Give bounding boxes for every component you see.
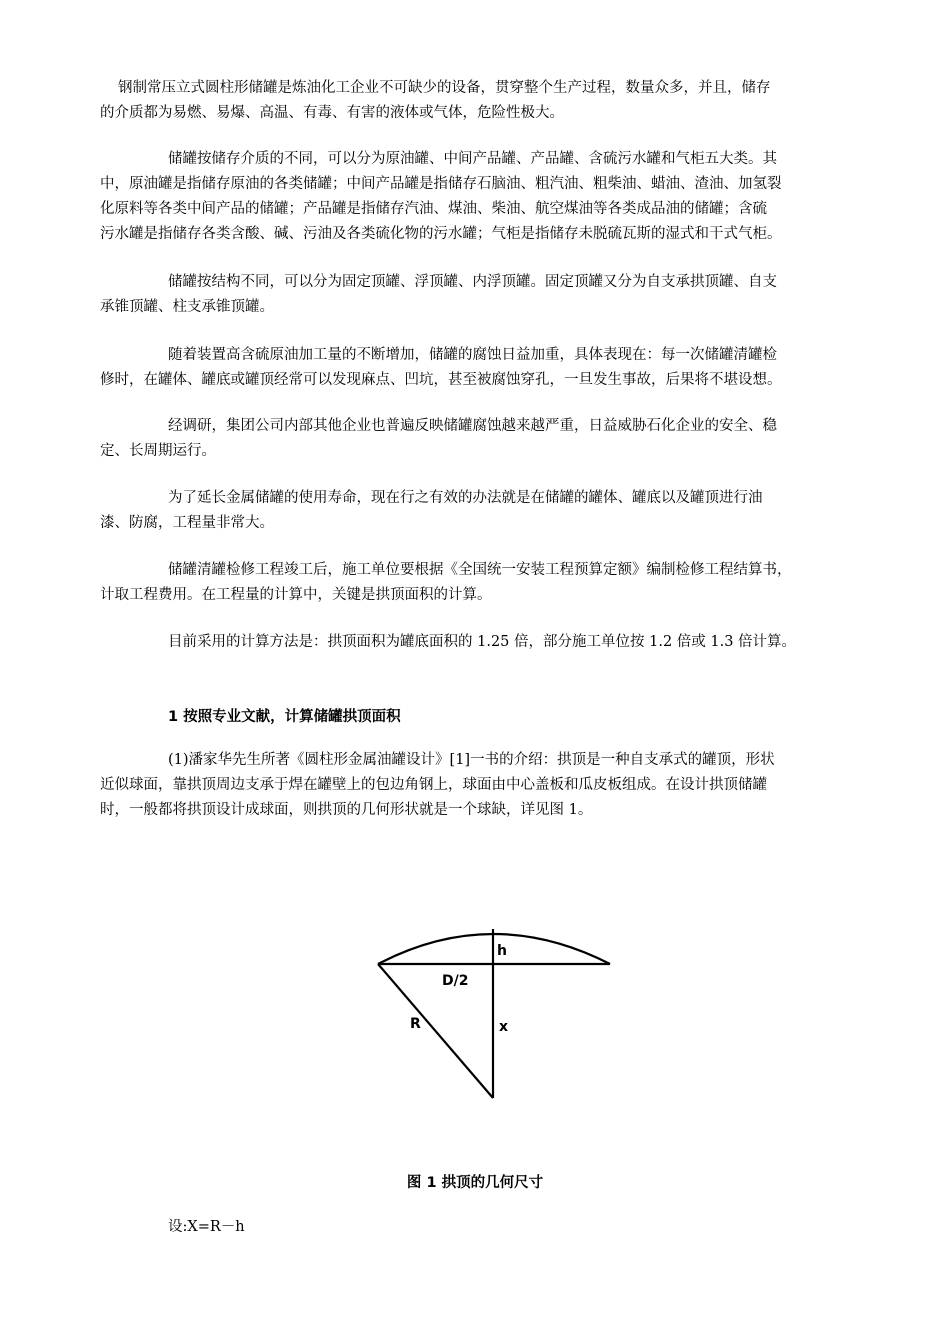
- paragraph-line: 随着装置高含硫原油加工量的不断增加，储罐的腐蚀日益加重，具体表现在：每一次储罐清罐检: [168, 347, 777, 363]
- paragraph-6: [100, 486, 860, 536]
- paragraph-line: 钢制常压立式圆柱形储罐是炼油化工企业不可缺少的设备，贯穿整个生产过程，数量众多，并且，储存: [118, 80, 771, 96]
- paragraph-line: 修时，在罐体、罐底或罐顶经常可以发现麻点、凹坑，甚至被腐蚀穿孔，一旦发生事故，后果将不堪设想。: [100, 372, 782, 388]
- paragraph-line: 为了延长金属储罐的使用寿命，现在行之有效的办法就是在储罐的罐体、罐底以及罐顶进行油: [168, 490, 763, 506]
- label-h: h: [497, 943, 507, 959]
- paragraph-line: 储罐按储存介质的不同，可以分为原油罐、中间产品罐、产品罐、含硫污水罐和气柜五大类。其: [168, 151, 777, 167]
- paragraph-line: 的介质都为易燃、易爆、高温、有毒、有害的液体或气体，危险性极大。: [100, 105, 564, 121]
- paragraph-line: 中，原油罐是指储存原油的各类储罐；中间产品罐是指储存石脑油、粗汽油、粗柴油、蜡油、渣油、加氢裂: [100, 176, 782, 192]
- paragraph-8: [100, 630, 860, 655]
- formula-text: 设:X=R－h: [168, 1219, 245, 1235]
- paragraph-3: [100, 270, 860, 320]
- paragraph-line: 污水罐是指储存各类含酸、碱、污油及各类硫化物的污水罐；气柜是指储存未脱硫瓦斯的湿式和干式气柜。: [100, 226, 782, 242]
- paragraph-line: 漆、防腐，工程量非常大。: [100, 515, 274, 531]
- label-r: R: [410, 1016, 421, 1032]
- formula-line: [100, 1215, 860, 1240]
- label-x: x: [499, 1019, 509, 1035]
- paragraph-line: (1)潘家华先生所著《圆柱形金属油罐设计》[1]一书的介绍：拱顶是一种自支承式的罐顶，形状: [168, 752, 775, 768]
- paragraph-line: 经调研，集团公司内部其他企业也普遍反映储罐腐蚀越来越严重，日益威胁石化企业的安全、稳: [168, 418, 777, 434]
- paragraph-1: [100, 76, 860, 126]
- paragraph-line: 时，一般都将拱顶设计成球面，则拱顶的几何形状就是一个球缺，详见图 1。: [100, 802, 593, 818]
- paragraph-line: 计取工程费用。在工程量的计算中，关键是拱顶面积的计算。: [100, 587, 492, 603]
- section-heading: 1 按照专业文献，计算储罐拱顶面积: [168, 709, 401, 725]
- paragraph-4: [100, 343, 860, 393]
- section-paragraph: [100, 748, 860, 823]
- dome-geometry-diagram: [360, 910, 630, 1110]
- paragraph-line: 承锥顶罐、柱支承锥顶罐。: [100, 299, 274, 315]
- paragraph-5: [100, 414, 860, 464]
- paragraph-line: 定、长周期运行。: [100, 443, 216, 459]
- figure-caption: 图 1 拱顶的几何尺寸: [406, 1175, 544, 1191]
- paragraph-7: [100, 558, 860, 608]
- dome-geometry-figure: [360, 910, 630, 1110]
- paragraph-line: 储罐按结构不同，可以分为固定顶罐、浮顶罐、内浮顶罐。固定顶罐又分为自支承拱顶罐、自支: [168, 274, 777, 290]
- paragraph-line: 目前采用的计算方法是：拱顶面积为罐底面积的 1.25 倍，部分施工单位按 1.2 倍或 1.3 倍计算。: [168, 634, 797, 650]
- label-half-d: D/2: [442, 973, 469, 989]
- paragraph-line: 储罐清罐检修工程竣工后，施工单位要根据《全国统一安装工程预算定额》编制检修工程结算书，: [168, 562, 792, 578]
- paragraph-2: [100, 147, 860, 247]
- radius-line: [378, 964, 493, 1098]
- paragraph-line: 化原料等各类中间产品的储罐；产品罐是指储存汽油、煤油、柴油、航空煤油等各类成品油的储罐；含硫: [100, 201, 767, 217]
- paragraph-line: 近似球面，靠拱顶周边支承于焊在罐壁上的包边角钢上，球面由中心盖板和瓜皮板组成。在设计拱顶储罐: [100, 777, 767, 793]
